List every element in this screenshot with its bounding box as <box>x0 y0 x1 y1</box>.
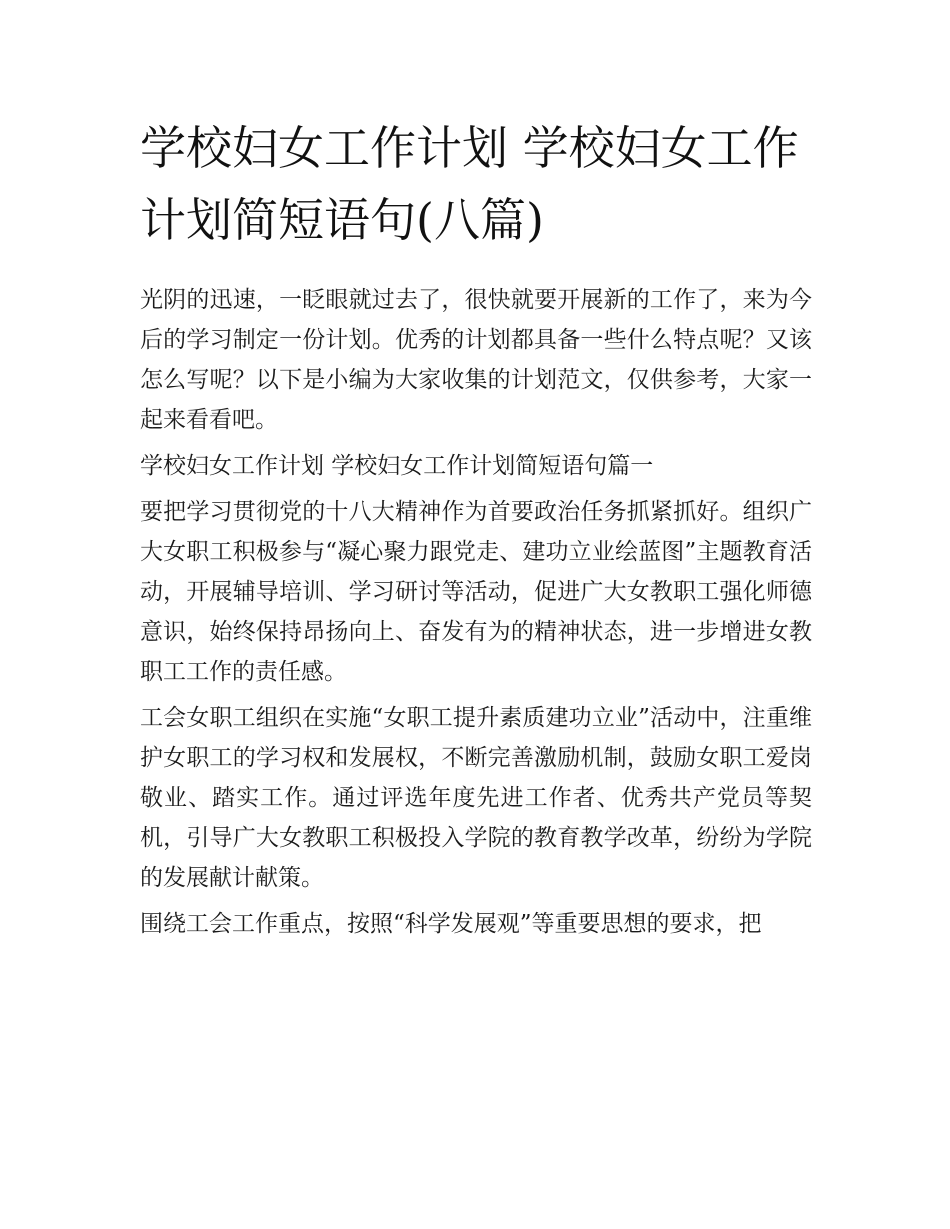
document-body <box>140 280 812 950</box>
document-title: 学校妇女工作计划 学校妇女工作计划简短语句(八篇) <box>140 121 799 247</box>
body-paragraph-1: 要把学习贯彻党的十八大精神作为首要政治任务抓紧抓好。组织广大女职工积极参与“凝心聚力跟党走、建功立业绘蓝图”主题教育活动，开展辅导培训、学习研讨等活动，促进广大女教职工强化师德意识，始终保持昂扬向上、奋发有为的精神状态，进一步增进女教职工工作的责任感。 <box>140 499 812 685</box>
section-heading: 学校妇女工作计划 学校妇女工作计划简短语句篇一 <box>140 453 654 479</box>
body-paragraph-3: 围绕工会工作重点，按照“科学发展观”等重要思想的要求，把 <box>140 911 762 937</box>
intro-paragraph: 光阴的迅速，一眨眼就过去了，很快就要开展新的工作了，来为今后的学习制定一份计划。优秀的计划都具备一些什么特点呢？又该怎么写呢？以下是小编为大家收集的计划范文，仅供参考，大家一起来看看吧。 <box>140 287 812 433</box>
body-paragraph-2: 工会女职工组织在实施“女职工提升素质建功立业”活动中，注重维护女职工的学习权和发展权，不断完善激励机制，鼓励女职工爱岗敬业、踏实工作。通过评选年度先进工作者、优秀共产党员等契机，引导广大女教职工积极投入学院的教育教学改革，纷纷为学院的发展献计献策。 <box>140 705 812 891</box>
